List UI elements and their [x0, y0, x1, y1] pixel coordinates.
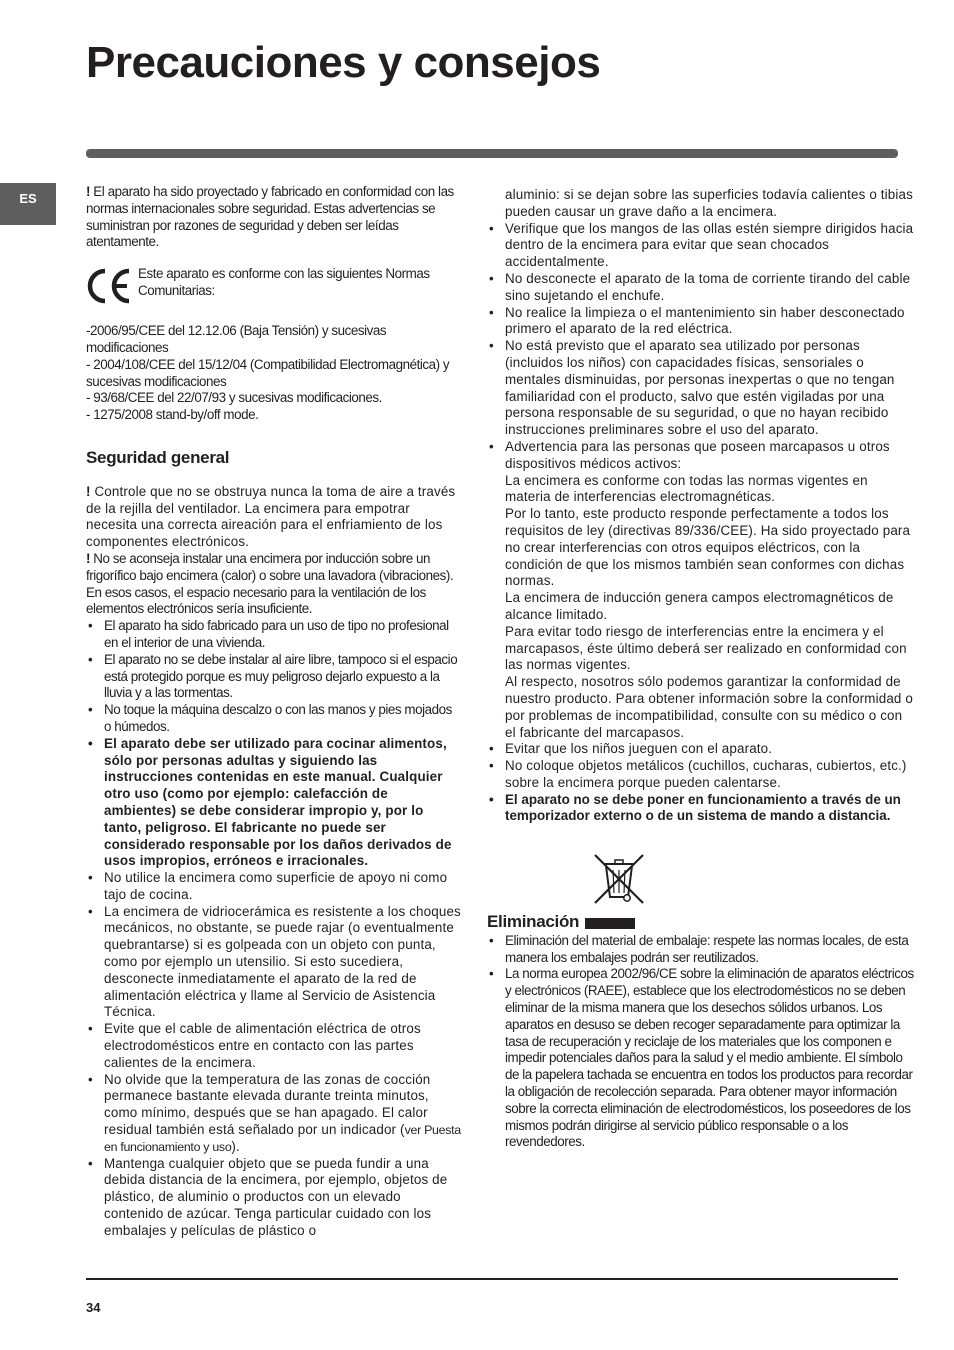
warning-mark: !	[86, 184, 91, 199]
section-heading-eliminacion: Eliminación	[487, 914, 915, 931]
list-item: • No realice la limpieza o el mantenimiento sin haber desconectado primero el aparato de la red eléctrica.	[487, 305, 915, 339]
list-item: • Mantenga cualquier objeto que se pueda fundir a una debida distancia de la encimera, por ejemplo, objetos de plástico, de aluminio o productos con un elevado contenido de azúcar. Tenga particular cuidado con los embalajes y películas de plástico o	[86, 1156, 462, 1240]
pacemaker-paragraph: La encimera es conforme con todas las normas vigentes en materia de interferencias electromagnéticas.	[505, 472, 868, 505]
norm-item: - 2004/108/CEE del 15/12/04 (Compatibilidad Electromagnética) y sucesivas modificaciones	[86, 356, 450, 389]
safety-list	[86, 618, 462, 1239]
list-item: • Verifique que los mangos de las ollas estén siempre dirigidos hacia dentro de la encimera para evitar que sean chocados accidentalmente.	[487, 221, 915, 271]
cross-reference: ver Puesta en funcionamiento y uso	[104, 1123, 461, 1154]
list-item: • Evitar que los niños jueguen con el aparato.	[487, 741, 915, 758]
right-column	[487, 187, 915, 1151]
intro-paragraph: ! El aparato ha sido proyectado y fabricado en conformidad con las normas internacionales sobre seguridad. Estas advertencias se suministran por razones de seguridad y deben ser leídas atentamente.	[86, 184, 454, 250]
list-item: • El aparato no se debe poner en funcionamiento a través de un temporizador externo o de un sistema de mando a distancia.	[487, 792, 915, 826]
warning-mark: !	[86, 483, 91, 499]
ce-text: Este aparato es conforme con las siguientes Normas Comunitarias:	[138, 266, 430, 298]
heading-bar	[585, 918, 635, 929]
header-rule	[86, 149, 898, 158]
list-item: • El aparato debe ser utilizado para cocinar alimentos, sólo por personas adultas y siguiendo las instrucciones contenidas en este manual. Cualquier otro uso (como por ejemplo: calefacción de ambientes) se debe considerar impropio y, por lo tanto, peligroso. El fabricante no puede ser considerado responsable por los daños derivados de usos impropios, erróneos e irracionales.	[86, 736, 462, 870]
list-item: • Eliminación del material de embalaje: respete las normas locales, de esta manera los embalajes podrán ser reutilizados.	[487, 933, 915, 967]
continuation-text: aluminio: si se dejan sobre las superficies todavía calientes o tibias pueden causar un grave daño a la encimera.	[505, 187, 913, 219]
list-item: • La encimera de vidriocerámica es resistente a los choques mecánicos, no obstante, se puede rajar (o eventualmente quebrantarse) si es golpeada con un objeto con punta, como por ejemplo un utensilio. Si esto sucediera, desconecte inmediatamente el aparato de la red de alimentación eléctrica y llame al Servicio de Asistencia Técnica.	[86, 904, 462, 1022]
footer-rule	[86, 1278, 898, 1280]
list-item: • La norma europea 2002/96/CE sobre la eliminación de aparatos eléctricos y electrónicos (RAEE), establece que los electrodomésticos no se deben eliminar de la misma manera que los desechos sólidos urbanos. Los aparatos en desuso se deben recoger separadamente para optimizar la tasa de recuperación y reciclaje de los materiales que los componen e impedir potenciales daños para la salud y el medio ambiente. El símbolo de la papelera tachada se encuentra en todos los productos para recordar la obligación de recolección separada. Para obtener mayor información sobre la correcta eliminación de electrodomésticos, los poseedores de los mismos podrán dirigirse al servicio público responsable o a los revendedores.	[487, 966, 915, 1151]
section-heading-seguridad: Seguridad general	[86, 447, 230, 467]
warning-paragraph: ! No se aconseja instalar una encimera por inducción sobre un frigorífico bajo encimera (calor) o sobre una lavadora (vibraciones). En esos casos, el espacio necesario para la ventilación de los elementos electrónicos sería insuficiente.	[86, 550, 454, 617]
page-title: Precauciones y consejos	[86, 38, 601, 87]
page-number: 34	[86, 1300, 101, 1315]
list-item: • No olvide que la temperatura de las zonas de cocción permanece bastante elevada durante treinta minutos, como mínimo, después que se han apagado. El calor residual también está señalado por un indicador (ver Puesta en funcionamiento y uso).	[86, 1072, 462, 1156]
language-tab: ES	[0, 183, 56, 225]
disposal-list	[487, 933, 915, 1151]
list-item: • No coloque objetos metálicos (cuchillos, cucharas, cubiertos, etc.) sobre la encimera porque pueden calentarse.	[487, 758, 915, 792]
ce-mark-icon	[86, 267, 134, 305]
list-item: • El aparato no se debe instalar al aire libre, tampoco si el espacio está protegido porque es muy peligroso dejarlo expuesto a la lluvia y a las tormentas.	[86, 652, 462, 702]
pacemaker-paragraph: La encimera de inducción genera campos electromagnéticos de alcance limitado.	[505, 590, 894, 622]
norms-list	[86, 323, 462, 424]
ce-conformity	[86, 266, 462, 305]
crossed-out-wheelie-bin-icon	[591, 851, 647, 907]
pacemaker-paragraph: Para evitar todo riesgo de interferencias entre la encimera y el marcapasos, éste último deberá ser realizado en conformidad con las normas vigentes.	[505, 623, 907, 673]
left-column	[86, 184, 462, 1240]
norm-item: - 1275/2008 stand-by/off mode.	[86, 407, 259, 423]
safety-list-end	[487, 741, 915, 825]
list-item: • No utilice la encimera como superficie de apoyo ni como tajo de cocina.	[86, 870, 462, 904]
list-item: • El aparato ha sido fabricado para un uso de tipo no profesional en el interior de una vivienda.	[86, 618, 462, 652]
norm-item: - 93/68/CEE del 22/07/93 y sucesivas modificaciones.	[86, 390, 382, 406]
pacemaker-paragraph: Por lo tanto, este producto responde perfectamente a todos los requisitos de ley (directivas 89/336/CEE). Ha sido proyectado para no crear interferencias con otros equipos eléctricos, con la condición de que los mismos también sean conformes con dichas normas.	[505, 506, 911, 589]
safety-list-continued	[487, 221, 915, 473]
warning-paragraph: ! Controle que no se obstruya nunca la toma de aire a través de la rejilla del ventilador. La encimera para empotrar necesita una correcta aireación para el enfriamiento de los componentes electrónicos.	[86, 483, 456, 550]
list-item: • Evite que el cable de alimentación eléctrica de otros electrodomésticos entre en contacto con las partes calientes de la encimera.	[86, 1021, 462, 1071]
warning-mark: !	[86, 550, 91, 566]
pacemaker-paragraph: Al respecto, nosotros sólo podemos garantizar la conformidad de nuestro producto. Para obtener información sobre la conformidad o por problemas de incompatibilidad, consulte con su médico o con el fabricante del marcapasos.	[505, 674, 913, 740]
list-item: • No toque la máquina descalzo o con las manos y pies mojados o húmedos.	[86, 702, 462, 736]
norm-item: -2006/95/CEE del 12.12.06 (Baja Tensión) y sucesivas modificaciones	[86, 323, 387, 355]
list-item: • No desconecte el aparato de la toma de corriente tirando del cable sino sujetando el enchufe.	[487, 271, 915, 305]
list-item: • No está previsto que el aparato sea utilizado por personas (incluidos los niños) con capacidades físicas, sensoriales o mentales disminuidas, por personas inexpertas o que no tengan familiaridad con el producto, salvo que estén vigiladas por una persona responsable de su seguridad, o que no hayan recibido instrucciones preliminares sobre el uso del aparato.	[487, 338, 915, 439]
list-item: • Advertencia para las personas que poseen marcapasos u otros dispositivos médicos activos:	[487, 439, 915, 473]
